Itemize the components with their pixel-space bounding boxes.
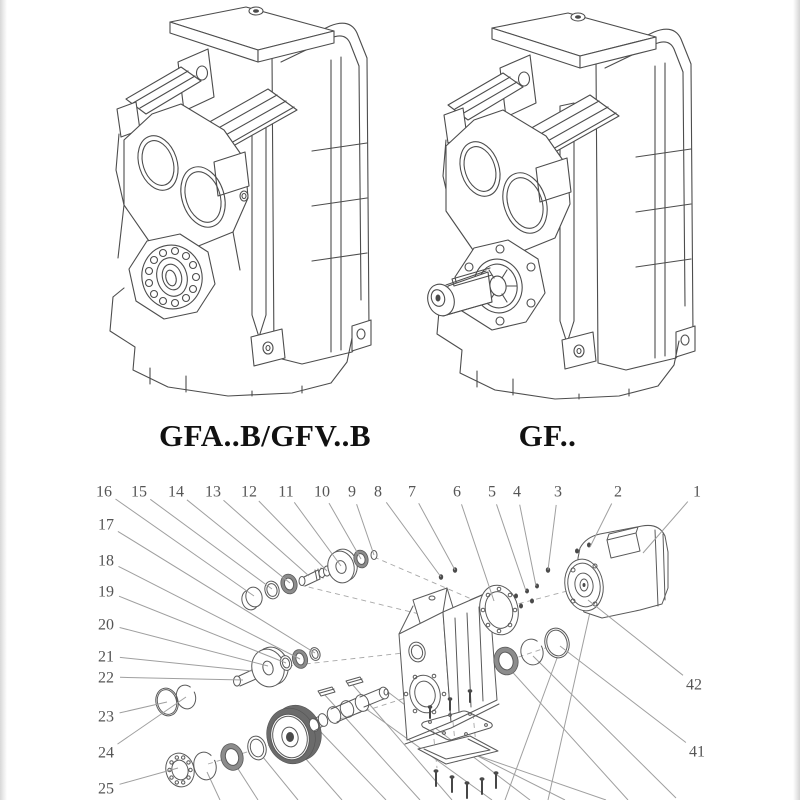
- callout-number-2: 2: [614, 483, 622, 501]
- callout-number-11: 11: [278, 483, 294, 501]
- gearbox-drawing-hollow-shaft: [110, 7, 371, 396]
- leader-line-19: [119, 596, 286, 663]
- callout-number-25: 25: [98, 780, 114, 798]
- leader-line-21: [120, 657, 252, 671]
- callout-number-17: 17: [98, 516, 114, 534]
- leader-line-3: [548, 505, 556, 570]
- callout-number-21: 21: [98, 648, 114, 666]
- figure-label-hollow-shaft: GFA..B/GFV..B: [158, 418, 372, 453]
- leader-line-22: [120, 677, 243, 680]
- callout-number-13: 13: [205, 483, 221, 501]
- leader-line-5: [497, 504, 527, 591]
- callout-number-24: 24: [98, 744, 114, 762]
- output-shaft-parts: [153, 677, 390, 790]
- leader-line-16: [116, 499, 255, 596]
- gearbox-drawing-solid-shaft: [424, 13, 695, 399]
- leader-line-7: [419, 503, 455, 570]
- callout-number-10: 10: [314, 483, 330, 501]
- leader-line-4: [520, 505, 536, 586]
- callout-number-5: 5: [488, 483, 496, 501]
- callout-number-14: 14: [168, 483, 184, 501]
- electric-motor: [561, 525, 668, 618]
- callout-number-19: 19: [98, 583, 114, 601]
- callout-number-7: 7: [408, 483, 416, 501]
- callout-number-9: 9: [348, 483, 356, 501]
- callout-number-3: 3: [554, 483, 562, 501]
- callout-number-1: 1: [693, 483, 701, 501]
- callout-number-22: 22: [98, 669, 114, 687]
- callout-number-12: 12: [241, 483, 257, 501]
- figure-label-solid-shaft: GF..: [518, 418, 577, 453]
- callout-number-16: 16: [96, 483, 112, 501]
- callout-number-6: 6: [453, 483, 461, 501]
- leader-line-14: [187, 500, 290, 583]
- leader-line-25: [120, 768, 179, 784]
- callout-number-41: 41: [689, 743, 705, 761]
- leader-line-13: [224, 500, 310, 576]
- callout-number-23: 23: [98, 708, 114, 726]
- leader-line-12: [259, 501, 327, 571]
- leader-line-9: [357, 504, 374, 555]
- callout-number-8: 8: [374, 483, 382, 501]
- leader-line-24: [118, 697, 187, 744]
- leader-line-18: [119, 566, 301, 659]
- callout-number-42: 42: [686, 676, 702, 694]
- callout-number-18: 18: [98, 552, 114, 570]
- callout-number-20: 20: [98, 616, 114, 634]
- leader-line-41: [560, 646, 686, 743]
- intermediate-shaft-parts: [234, 644, 322, 691]
- callout-number-15: 15: [131, 483, 147, 501]
- leader-line-6: [462, 504, 495, 601]
- leader-line-15: [150, 499, 272, 589]
- exploded-view-diagram: [96, 484, 705, 800]
- callout-number-4: 4: [513, 483, 521, 501]
- input-shaft-parts: [240, 546, 377, 612]
